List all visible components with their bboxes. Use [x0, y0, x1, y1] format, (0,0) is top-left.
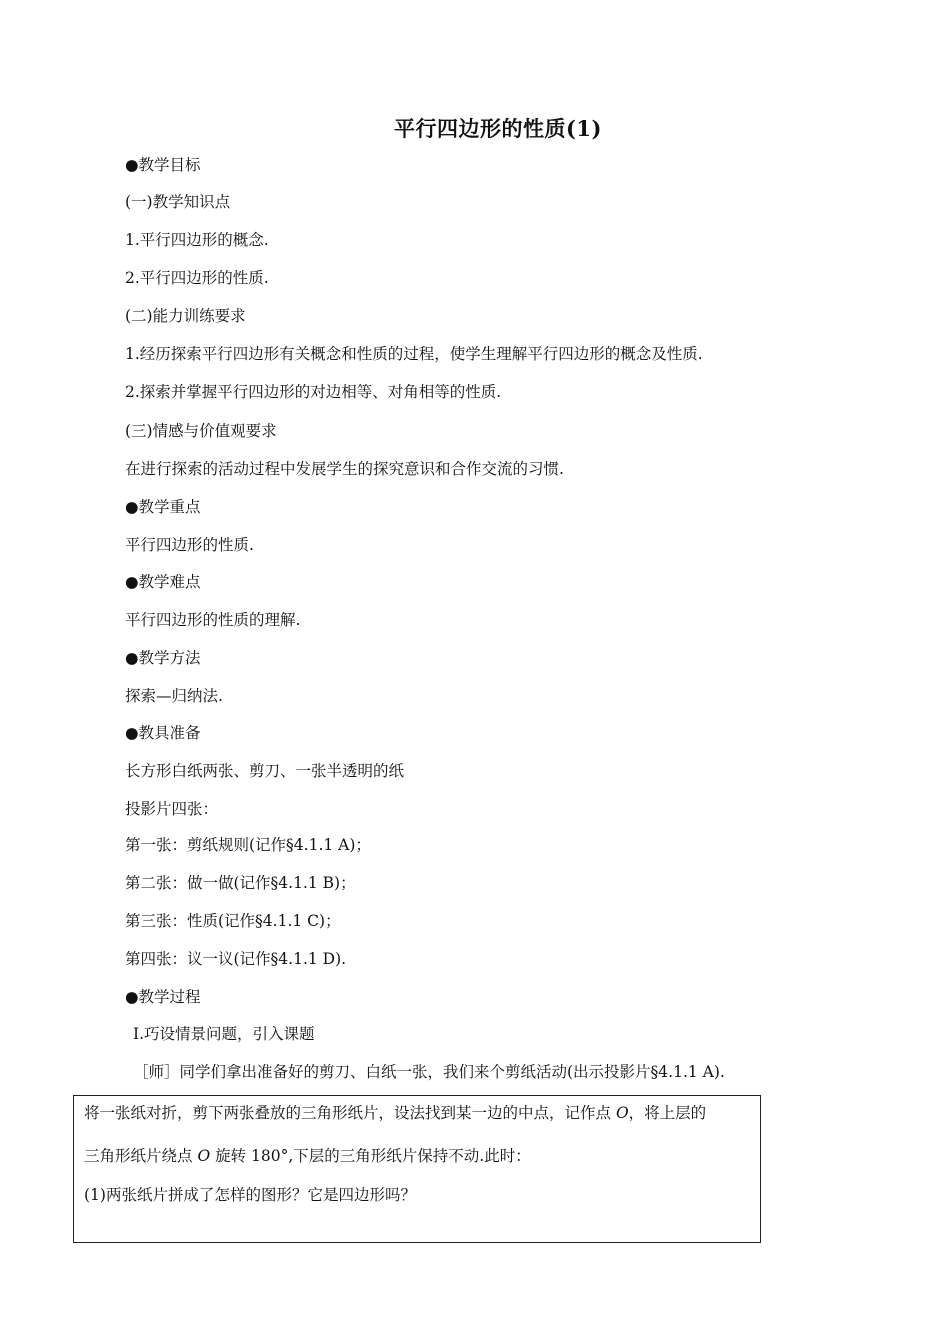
section-heading-materials: ●教具准备	[125, 724, 201, 742]
list-item: 第二张：做一做(记作§4.1.1 B)；	[125, 874, 356, 892]
document-title: 平行四边形的性质(1)	[394, 116, 602, 141]
list-item: 1.平行四边形的概念.	[125, 231, 269, 249]
subheading-knowledge: (一)教学知识点	[125, 193, 231, 211]
projection-slide-box	[73, 1095, 761, 1243]
subheading-values: (三)情感与价值观要求	[125, 422, 277, 440]
list-item: 2.平行四边形的性质.	[125, 269, 269, 287]
list-item: 2.探索并掌握平行四边形的对边相等、对角相等的性质.	[125, 383, 502, 401]
section-heading-difficulties: ●教学难点	[125, 573, 201, 591]
paragraph: ［师］同学们拿出准备好的剪刀、白纸一张，我们来个剪纸活动(出示投影片§4.1.1 A).	[133, 1063, 725, 1081]
list-item: 第一张：剪纸规则(记作§4.1.1 A)；	[125, 836, 371, 854]
list-item: 1.经历探索平行四边形有关概念和性质的过程，使学生理解平行四边形的概念及性质.	[125, 345, 703, 363]
box-line: 三角形纸片绕点 O 旋转 180°,下层的三角形纸片保持不动.此时：	[84, 1147, 531, 1165]
box-line: (1)两张纸片拼成了怎样的图形？它是四边形吗？	[84, 1186, 416, 1204]
section-heading-objectives: ●教学目标	[125, 156, 201, 174]
subheading-intro: Ⅰ.巧设情景问题，引入课题	[133, 1025, 315, 1043]
paragraph: 平行四边形的性质的理解.	[125, 611, 301, 629]
paragraph: 平行四边形的性质.	[125, 536, 254, 554]
section-heading-process: ●教学过程	[125, 988, 201, 1006]
paragraph: 投影片四张：	[125, 800, 219, 818]
subheading-ability: (二)能力训练要求	[125, 307, 246, 325]
list-item: 第三张：性质(记作§4.1.1 C)；	[125, 912, 341, 930]
section-heading-method: ●教学方法	[125, 649, 201, 667]
section-heading-key-points: ●教学重点	[125, 498, 201, 516]
paragraph: 探索—归纳法.	[125, 687, 223, 705]
list-item: 第四张：议一议(记作§4.1.1 D).	[125, 950, 347, 968]
paragraph: 长方形白纸两张、剪刀、一张半透明的纸	[125, 762, 405, 780]
paragraph: 在进行探索的活动过程中发展学生的探究意识和合作交流的习惯.	[125, 460, 564, 478]
box-line: 将一张纸对折，剪下两张叠放的三角形纸片，设法找到某一边的中点，记作点 O，将上层的	[84, 1104, 707, 1122]
